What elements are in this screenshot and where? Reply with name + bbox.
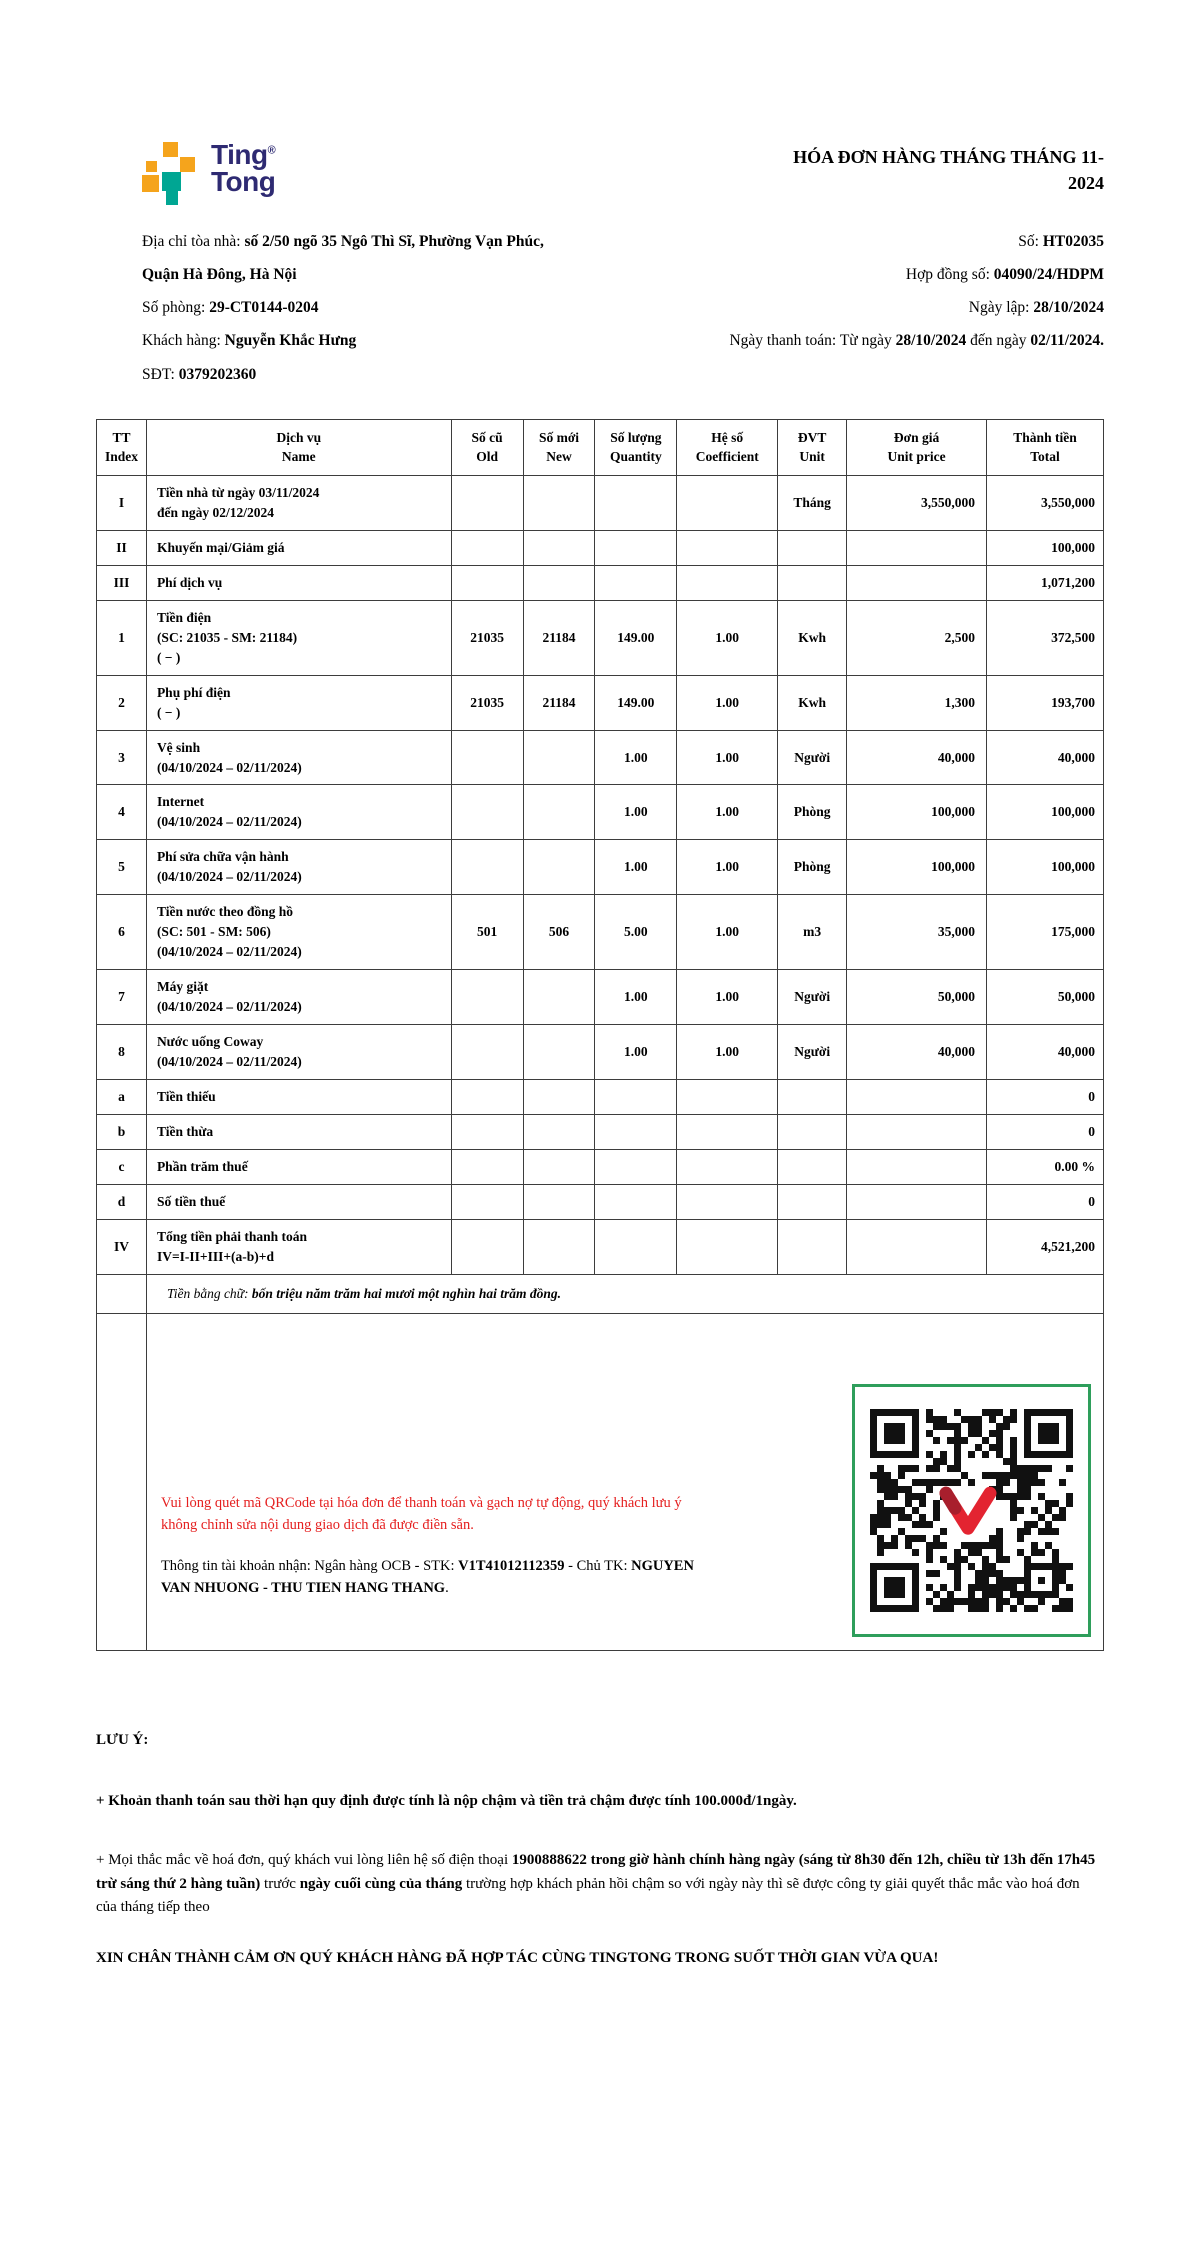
cell-6-total: 175,000 <box>987 895 1104 970</box>
customer-name-part-1: Nguyễn Khắc Hưng <box>224 332 357 350</box>
cell-2-coef: 1.00 <box>677 675 778 730</box>
cell-I-old <box>451 475 523 530</box>
issue-date-part-0: Ngày lập: <box>968 299 1034 317</box>
cell-2-total: 193,700 <box>987 675 1104 730</box>
contract-number <box>906 265 1104 285</box>
cell-4-qty: 1.00 <box>595 785 677 840</box>
amount-in-words-row <box>97 1274 1104 1313</box>
table-row-d <box>97 1185 1104 1220</box>
table-row-IV <box>97 1220 1104 1275</box>
cell-c-name: Phần trăm thuế <box>146 1150 451 1185</box>
cell-a-unit <box>778 1080 847 1115</box>
col-header-name: Dịch vụ Name <box>146 419 451 475</box>
cell-5-new <box>523 840 595 895</box>
cell-8-coef: 1.00 <box>677 1025 778 1080</box>
cell-a-tt: a <box>97 1080 147 1115</box>
qr-code-frame <box>852 1384 1091 1637</box>
cell-IV-new <box>523 1220 595 1275</box>
bank-account-info-part-2: - Chủ TK: <box>564 1558 632 1575</box>
cell-a-total: 0 <box>987 1080 1104 1115</box>
cell-c-tt: c <box>97 1150 147 1185</box>
invoice-title <box>524 144 1104 196</box>
brand-logo <box>142 139 276 206</box>
cell-b-total: 0 <box>987 1115 1104 1150</box>
table-row-3 <box>97 730 1104 785</box>
cell-I-new <box>523 475 595 530</box>
cell-c-new <box>523 1150 595 1185</box>
hotline-note-part-2: trước <box>260 1875 300 1892</box>
cell-d-old <box>451 1185 523 1220</box>
cell-5-tt: 5 <box>97 840 147 895</box>
cell-8-price: 40,000 <box>847 1025 987 1080</box>
cell-7-qty: 1.00 <box>595 970 677 1025</box>
cell-6-qty: 5.00 <box>595 895 677 970</box>
cell-3-new <box>523 730 595 785</box>
invoice-table-header <box>97 419 1104 475</box>
cell-7-price: 50,000 <box>847 970 987 1025</box>
cell-IV-qty <box>595 1220 677 1275</box>
cell-6-name: Tiền nước theo đồng hồ (SC: 501 - SM: 506) (04/10/2024 – 02/11/2024) <box>146 895 451 970</box>
cell-d-coef <box>677 1185 778 1220</box>
cell-8-qty: 1.00 <box>595 1025 677 1080</box>
table-row-b <box>97 1115 1104 1150</box>
payment-period-part-2: đến ngày <box>966 332 1031 350</box>
col-header-index: TT Index <box>97 419 147 475</box>
registered-mark: ® <box>267 144 276 157</box>
customer-phone-part-1: 0379202360 <box>178 365 257 383</box>
table-row-1 <box>97 600 1104 675</box>
cell-4-total: 100,000 <box>987 785 1104 840</box>
cell-III-total: 1,071,200 <box>987 565 1104 600</box>
footer-notes <box>96 1729 1104 1971</box>
cell-2-new: 21184 <box>523 675 595 730</box>
tingtong-tree-icon <box>142 142 198 206</box>
table-row-a <box>97 1080 1104 1115</box>
cell-a-coef <box>677 1080 778 1115</box>
qr-payment-note: Vui lòng quét mã QRCode tại hóa đơn để thanh toán và gạch nợ tự động, quý khách lưu ý không chỉnh sửa nội dung giao dịch đã được điền sẵn. <box>160 1494 682 1533</box>
cell-c-unit <box>778 1150 847 1185</box>
cell-1-name: Tiền điện (SC: 21035 - SM: 21184) ( − ) <box>146 600 451 675</box>
info-line-2 <box>142 265 1104 285</box>
cell-IV-coef <box>677 1220 778 1275</box>
cell-1-qty: 149.00 <box>595 600 677 675</box>
cell-IV-name: Tổng tiền phải thanh toán IV=I-II+III+(a-b)+d <box>146 1220 451 1275</box>
bank-account-info-part-3: NGUYEN VAN NHUONG - THU TIEN HANG THANG <box>160 1558 694 1597</box>
cell-7-new <box>523 970 595 1025</box>
building-address-line2 <box>142 265 297 285</box>
cell-1-tt: 1 <box>97 600 147 675</box>
cell-5-unit: Phòng <box>778 840 847 895</box>
cell-IV-price <box>847 1220 987 1275</box>
cell-1-price: 2,500 <box>847 600 987 675</box>
invoice-number <box>1018 232 1104 252</box>
cell-b-qty <box>595 1115 677 1150</box>
payment-qr-row <box>97 1313 1104 1650</box>
cell-III-coef <box>677 565 778 600</box>
cell-III-tt: III <box>97 565 147 600</box>
cell-II-qty <box>595 530 677 565</box>
thank-you-message: XIN CHÂN THÀNH CẢM ƠN QUÝ KHÁCH HÀNG ĐÃ HỢP TÁC CÙNG TINGTONG TRONG SUỐT THỜI GIAN VỪA QUA! <box>96 1950 939 1967</box>
cell-a-name: Tiền thiếu <box>146 1080 451 1115</box>
invoice-title-line2: 2024 <box>1068 173 1104 194</box>
cell-b-tt: b <box>97 1115 147 1150</box>
table-row-III <box>97 565 1104 600</box>
contract-number-part-0: Hợp đồng số: <box>905 266 994 284</box>
cell-2-tt: 2 <box>97 675 147 730</box>
cell-d-name: Số tiền thuế <box>146 1185 451 1220</box>
cell-8-unit: Người <box>778 1025 847 1080</box>
table-row-7 <box>97 970 1104 1025</box>
cell-I-coef <box>677 475 778 530</box>
cell-2-old: 21035 <box>451 675 523 730</box>
payment-qr-code <box>870 1409 1073 1612</box>
payment-period-part-0: Ngày thanh toán: Từ ngày <box>729 332 896 350</box>
info-line-5 <box>142 365 1104 385</box>
cell-8-old <box>451 1025 523 1080</box>
cell-2-unit: Kwh <box>778 675 847 730</box>
cell-1-total: 372,500 <box>987 600 1104 675</box>
info-block <box>142 232 1104 385</box>
bank-account-info <box>161 1556 696 1600</box>
late-payment-note: + Khoản thanh toán sau thời hạn quy định được tính là nộp chậm và tiền trả chậm được tính 100.000đ/1ngày. <box>96 1793 797 1810</box>
payment-period-part-3: 02/11/2024. <box>1030 332 1104 350</box>
cell-6-price: 35,000 <box>847 895 987 970</box>
cell-4-coef: 1.00 <box>677 785 778 840</box>
cell-II-coef <box>677 530 778 565</box>
logo-square-teal-2 <box>166 191 178 205</box>
building-address <box>142 232 544 252</box>
cell-d-new <box>523 1185 595 1220</box>
cell-6-old: 501 <box>451 895 523 970</box>
customer-name <box>142 331 356 351</box>
table-row-6 <box>97 895 1104 970</box>
cell-c-old <box>451 1150 523 1185</box>
cell-4-unit: Phòng <box>778 785 847 840</box>
cell-3-coef: 1.00 <box>677 730 778 785</box>
brand-name-line1: Ting® <box>211 139 276 170</box>
cell-c-total: 0.00 % <box>987 1150 1104 1185</box>
cell-1-new: 21184 <box>523 600 595 675</box>
logo-square-yellow-3 <box>180 157 195 172</box>
customer-phone-part-0: SĐT: <box>142 365 179 383</box>
cell-7-old <box>451 970 523 1025</box>
cell-2-name: Phụ phí điện ( − ) <box>146 675 451 730</box>
cell-6-new: 506 <box>523 895 595 970</box>
cell-1-unit: Kwh <box>778 600 847 675</box>
cell-III-qty <box>595 565 677 600</box>
cell-II-price <box>847 530 987 565</box>
cell-1-coef: 1.00 <box>677 600 778 675</box>
cell-3-unit: Người <box>778 730 847 785</box>
brand-name <box>211 139 276 197</box>
cell-d-unit <box>778 1185 847 1220</box>
bank-account-info-part-4: . <box>445 1580 449 1597</box>
amount-in-words <box>146 1274 1103 1313</box>
table-row-II <box>97 530 1104 565</box>
cell-8-tt: 8 <box>97 1025 147 1080</box>
cell-b-old <box>451 1115 523 1150</box>
col-header-new: Số mới New <box>523 419 595 475</box>
info-line-3 <box>142 298 1104 318</box>
cell-3-total: 40,000 <box>987 730 1104 785</box>
invoice-table <box>96 419 1104 1651</box>
cell-3-old <box>451 730 523 785</box>
payment-section <box>147 1314 1103 1650</box>
info-line-4 <box>142 331 1104 351</box>
logo-square-yellow-4 <box>142 175 159 192</box>
col-header-quantity: Số lượng Quantity <box>595 419 677 475</box>
cell-4-tt: 4 <box>97 785 147 840</box>
room-number <box>142 298 319 318</box>
cell-I-unit: Tháng <box>778 475 847 530</box>
contract-number-part-1: 04090/24/HDPM <box>993 266 1104 284</box>
hotline-note-part-0: + Mọi thắc mắc về hoá đơn, quý khách vui lòng liên hệ số điện thoại <box>96 1852 512 1869</box>
amount-in-words-part-1: bốn triệu năm trăm hai mươi một nghìn hai trăm đồng. <box>251 1285 561 1301</box>
col-header-coefficient: Hệ số Coefficient <box>677 419 778 475</box>
cell-a-qty <box>595 1080 677 1115</box>
hotline-note <box>96 1849 1104 1919</box>
cell-c-qty <box>595 1150 677 1185</box>
payment-period-part-1: 28/10/2024 <box>895 332 967 350</box>
cell-2-price: 1,300 <box>847 675 987 730</box>
cell-5-price: 100,000 <box>847 840 987 895</box>
cell-7-tt: 7 <box>97 970 147 1025</box>
building-address-part-0: Địa chỉ tòa nhà: <box>142 233 245 250</box>
invoice-table-rows <box>97 475 1104 1274</box>
cell-a-new <box>523 1080 595 1115</box>
cell-8-new <box>523 1025 595 1080</box>
invoice-number-part-0: Số: <box>1018 233 1043 250</box>
table-row-5 <box>97 840 1104 895</box>
cell-d-qty <box>595 1185 677 1220</box>
cell-III-old <box>451 565 523 600</box>
cell-IV-total: 4,521,200 <box>987 1220 1104 1275</box>
cell-3-qty: 1.00 <box>595 730 677 785</box>
cell-a-old <box>451 1080 523 1115</box>
customer-name-part-0: Khách hàng: <box>142 332 225 350</box>
notes-heading: LƯU Ý: <box>96 1731 149 1748</box>
table-row-c <box>97 1150 1104 1185</box>
cell-4-new <box>523 785 595 840</box>
logo-square-yellow-1 <box>163 142 178 157</box>
building-address-part-1: số 2/50 ngõ 35 Ngô Thì Sĩ, Phường Vạn Phúc, <box>244 233 544 250</box>
cell-b-new <box>523 1115 595 1150</box>
invoice-title-line1: HÓA ĐƠN HÀNG THÁNG THÁNG 11- <box>793 147 1104 167</box>
cell-II-total: 100,000 <box>987 530 1104 565</box>
cell-II-old <box>451 530 523 565</box>
col-header-unit: ĐVT Unit <box>778 419 847 475</box>
bank-account-info-part-1: V1T41012112359 <box>458 1558 565 1575</box>
cell-6-unit: m3 <box>778 895 847 970</box>
cell-3-tt: 3 <box>97 730 147 785</box>
cell-3-price: 40,000 <box>847 730 987 785</box>
cell-b-name: Tiền thừa <box>146 1115 451 1150</box>
header <box>142 139 1104 385</box>
cell-5-qty: 1.00 <box>595 840 677 895</box>
cell-III-price <box>847 565 987 600</box>
cell-I-tt: I <box>97 475 147 530</box>
invoice-table-footer <box>97 1274 1104 1650</box>
cell-2-qty: 149.00 <box>595 675 677 730</box>
table-row-I <box>97 475 1104 530</box>
building-address-line2-part-0: Quận Hà Đông, Hà Nội <box>142 266 297 284</box>
cell-4-price: 100,000 <box>847 785 987 840</box>
cell-a-price <box>847 1080 987 1115</box>
cell-4-old <box>451 785 523 840</box>
cell-d-price <box>847 1185 987 1220</box>
room-number-part-0: Số phòng: <box>142 299 210 317</box>
cell-7-coef: 1.00 <box>677 970 778 1025</box>
hotline-note-part-3: ngày cuối cùng của tháng <box>299 1875 463 1892</box>
col-header-old: Số cũ Old <box>451 419 523 475</box>
cell-II-tt: II <box>97 530 147 565</box>
bank-account-info-part-0: Thông tin tài khoản nhận: Ngân hàng OCB - STK: <box>160 1558 459 1575</box>
cell-7-total: 50,000 <box>987 970 1104 1025</box>
col-header-unit-price: Đơn giá Unit price <box>847 419 987 475</box>
cell-8-total: 40,000 <box>987 1025 1104 1080</box>
cell-4-name: Internet (04/10/2024 – 02/11/2024) <box>146 785 451 840</box>
issue-date <box>969 298 1104 318</box>
table-row-2 <box>97 675 1104 730</box>
cell-b-coef <box>677 1115 778 1150</box>
cell-IV-tt: IV <box>97 1220 147 1275</box>
col-header-total: Thành tiền Total <box>987 419 1104 475</box>
table-row-4 <box>97 785 1104 840</box>
cell-I-name: Tiền nhà từ ngày 03/11/2024 đến ngày 02/12/2024 <box>146 475 451 530</box>
table-row-8 <box>97 1025 1104 1080</box>
cell-6-coef: 1.00 <box>677 895 778 970</box>
cell-IV-unit <box>778 1220 847 1275</box>
cell-II-name: Khuyến mại/Giảm giá <box>146 530 451 565</box>
cell-6-tt: 6 <box>97 895 147 970</box>
cell-5-name: Phí sửa chữa vận hành (04/10/2024 – 02/11/2024) <box>146 840 451 895</box>
customer-phone <box>142 365 256 385</box>
cell-8-name: Nước uống Coway (04/10/2024 – 02/11/2024) <box>146 1025 451 1080</box>
cell-7-name: Máy giặt (04/10/2024 – 02/11/2024) <box>146 970 451 1025</box>
cell-IV-old <box>451 1220 523 1275</box>
cell-II-new <box>523 530 595 565</box>
cell-7-unit: Người <box>778 970 847 1025</box>
cell-1-old: 21035 <box>451 600 523 675</box>
cell-III-new <box>523 565 595 600</box>
cell-I-price: 3,550,000 <box>847 475 987 530</box>
cell-I-qty <box>595 475 677 530</box>
invoice-number-part-1: HT02035 <box>1042 233 1104 250</box>
payment-instructions <box>161 1493 696 1600</box>
amount-in-words-part-0: Tiền bằng chữ: <box>166 1285 252 1301</box>
cell-c-coef <box>677 1150 778 1185</box>
cell-III-name: Phí dịch vụ <box>146 565 451 600</box>
cell-d-tt: d <box>97 1185 147 1220</box>
cell-III-unit <box>778 565 847 600</box>
info-line-1 <box>142 232 1104 252</box>
logo-square-teal-1 <box>162 172 181 191</box>
hotline-note-part-4: trường hợp khách phản hồi chậm so với ngày này thì sẽ được công ty giải quyết thắc mắc vào hoá đơn của tháng tiếp theo <box>96 1875 1080 1915</box>
brand-name-line2: Tong <box>211 165 276 197</box>
cell-5-coef: 1.00 <box>677 840 778 895</box>
cell-d-total: 0 <box>987 1185 1104 1220</box>
cell-5-old <box>451 840 523 895</box>
header-row <box>97 419 1104 475</box>
cell-c-price <box>847 1150 987 1185</box>
cell-II-unit <box>778 530 847 565</box>
logo-square-yellow-2 <box>146 161 157 172</box>
hotline-note-part-1: 1900888622 trong giờ hành chính hàng ngày (sáng từ 8h30 đến 12h, chiều từ 13h đến 17h45 trừ sáng thứ 2 hàng tuần) <box>96 1852 1096 1892</box>
issue-date-part-1: 28/10/2024 <box>1033 299 1104 317</box>
cell-5-total: 100,000 <box>987 840 1104 895</box>
cell-3-name: Vệ sinh (04/10/2024 – 02/11/2024) <box>146 730 451 785</box>
room-number-part-1: 29-CT0144-0204 <box>209 299 319 317</box>
cell-b-unit <box>778 1115 847 1150</box>
cell-I-total: 3,550,000 <box>987 475 1104 530</box>
cell-b-price <box>847 1115 987 1150</box>
payment-period <box>729 331 1104 351</box>
